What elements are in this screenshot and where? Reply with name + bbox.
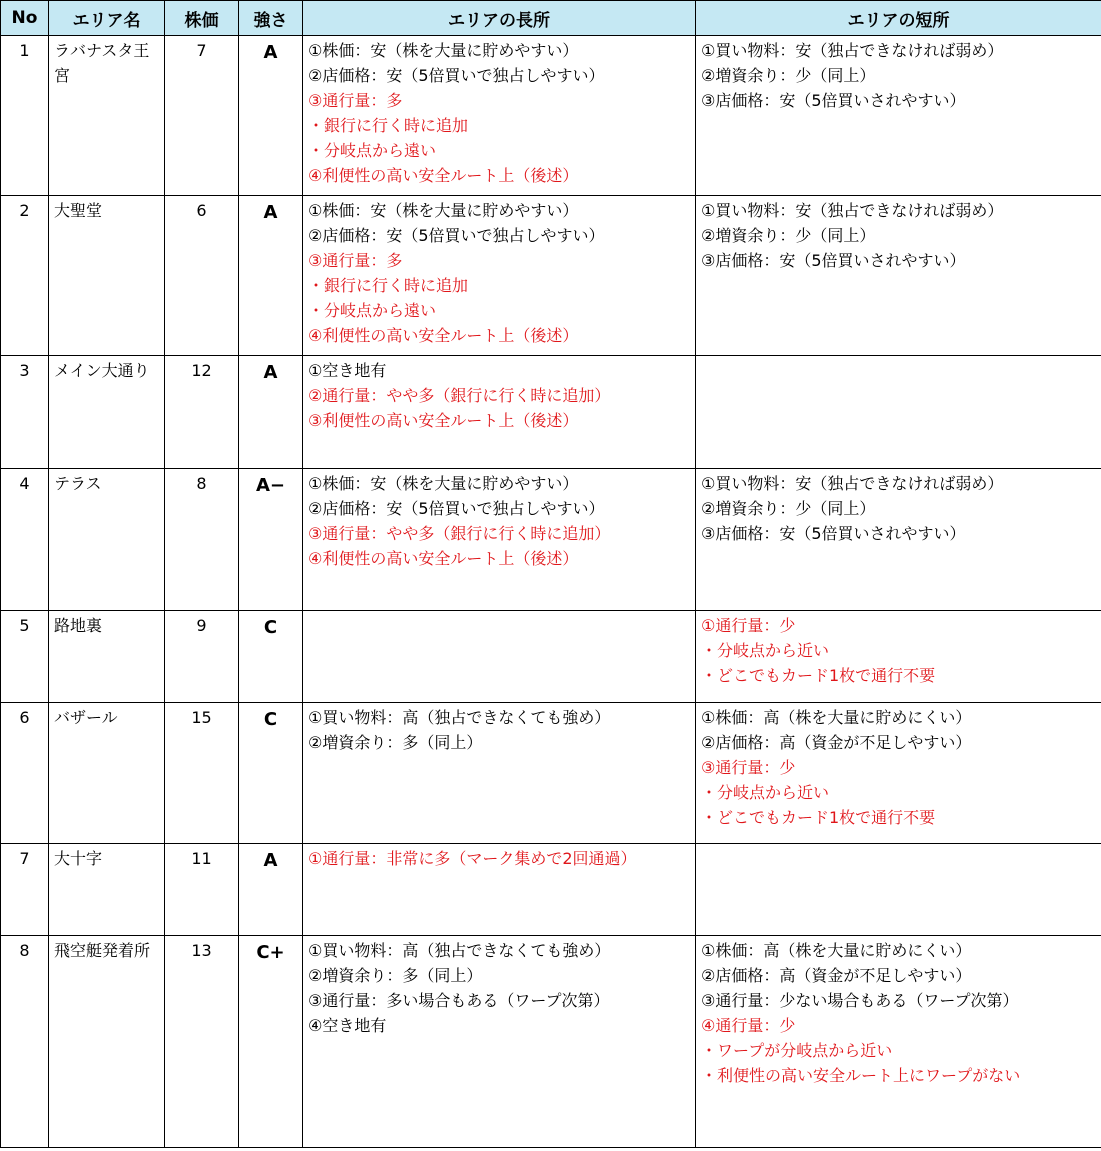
con-line: ②店価格：高（資金が不足しやすい） — [701, 966, 972, 985]
area-name: バザール — [49, 703, 165, 844]
pro-line: ④空き地有 — [308, 1016, 387, 1035]
header-row — [1, 1, 1101, 36]
pro-line: ④利便性の高い安全ルート上（後述） — [308, 549, 579, 568]
stock-price: 8 — [165, 469, 239, 611]
con-line: ③通行量：少ない場合もある（ワープ次第） — [701, 991, 1019, 1010]
con-line: ①買い物料：安（独占できなければ弱め） — [701, 41, 1004, 60]
row-number: 8 — [1, 936, 49, 1148]
table-body — [1, 36, 1101, 1148]
row-number: 2 — [1, 196, 49, 356]
header-area-name: エリア名 — [49, 1, 165, 36]
table-row — [1, 196, 1101, 356]
table-row — [1, 469, 1101, 611]
row-number: 6 — [1, 703, 49, 844]
pros-cell — [303, 356, 696, 469]
pro-line: ②増資余り：多（同上） — [308, 733, 483, 752]
con-line: ④通行量：少 — [701, 1016, 796, 1035]
con-line: ②店価格：高（資金が不足しやすい） — [701, 733, 972, 752]
pros-cell — [303, 936, 696, 1148]
cons-cell — [696, 469, 1101, 611]
pros-cell — [303, 469, 696, 611]
area-name: ラバナスタ王宮 — [49, 36, 165, 196]
cons-cell — [696, 936, 1101, 1148]
cons-cell — [696, 611, 1101, 703]
cons-cell — [696, 844, 1101, 936]
stock-price: 12 — [165, 356, 239, 469]
row-number: 3 — [1, 356, 49, 469]
pro-line: ①買い物料：高（独占できなくても強め） — [308, 941, 611, 960]
pro-line: ・銀行に行く時に追加 — [308, 276, 469, 295]
pro-line: ・分岐点から遠い — [308, 301, 437, 320]
con-line: ①買い物料：安（独占できなければ弱め） — [701, 474, 1004, 493]
pro-line: ②店価格：安（5倍買いで独占しやすい） — [308, 226, 605, 245]
con-line: ①買い物料：安（独占できなければ弱め） — [701, 201, 1004, 220]
strength-grade: A — [239, 196, 303, 356]
con-line: ③店価格：安（5倍買いされやすい） — [701, 91, 966, 110]
stock-price: 6 — [165, 196, 239, 356]
pros-cell — [303, 196, 696, 356]
area-name: 大聖堂 — [49, 196, 165, 356]
con-line: ・どこでもカード1枚で通行不要 — [701, 666, 936, 685]
strength-grade: C+ — [239, 936, 303, 1148]
strength-grade: A− — [239, 469, 303, 611]
con-line: ②増資余り：少（同上） — [701, 226, 876, 245]
area-name: 大十字 — [49, 844, 165, 936]
con-line: ・どこでもカード1枚で通行不要 — [701, 808, 936, 827]
area-name: メイン大通り — [49, 356, 165, 469]
pro-line: ②増資余り：多（同上） — [308, 966, 483, 985]
row-number: 4 — [1, 469, 49, 611]
table-row — [1, 611, 1101, 703]
con-line: ・分岐点から近い — [701, 783, 830, 802]
pro-line: ④利便性の高い安全ルート上（後述） — [308, 326, 579, 345]
row-number: 1 — [1, 36, 49, 196]
header-strength: 強さ — [239, 1, 303, 36]
table-row — [1, 356, 1101, 469]
con-line: ①通行量：少 — [701, 616, 796, 635]
pro-line: ③通行量：多い場合もある（ワープ次第） — [308, 991, 610, 1010]
pro-line: ③通行量：やや多（銀行に行く時に追加） — [308, 524, 611, 543]
stock-price: 7 — [165, 36, 239, 196]
pro-line: ②店価格：安（5倍買いで独占しやすい） — [308, 66, 605, 85]
pro-line: ①通行量：非常に多（マーク集めで2回通過） — [308, 849, 637, 868]
cons-cell — [696, 36, 1101, 196]
pros-cell — [303, 703, 696, 844]
table-row — [1, 703, 1101, 844]
pro-line: ・銀行に行く時に追加 — [308, 116, 469, 135]
pro-line: ①空き地有 — [308, 361, 387, 380]
pro-line: ③利便性の高い安全ルート上（後述） — [308, 411, 579, 430]
header-no: No — [1, 1, 49, 36]
area-name: テラス — [49, 469, 165, 611]
pro-line: ③通行量：多 — [308, 91, 403, 110]
pros-cell — [303, 36, 696, 196]
pro-line: ②店価格：安（5倍買いで独占しやすい） — [308, 499, 605, 518]
header-stock-price: 株価 — [165, 1, 239, 36]
strength-grade: C — [239, 611, 303, 703]
area-name: 路地裏 — [49, 611, 165, 703]
pro-line: ・分岐点から遠い — [308, 141, 437, 160]
pro-line: ①買い物料：高（独占できなくても強め） — [308, 708, 611, 727]
strength-grade: C — [239, 703, 303, 844]
table-row — [1, 936, 1101, 1148]
header-pros: エリアの長所 — [303, 1, 696, 36]
con-line: ・利便性の高い安全ルート上にワープがない — [701, 1066, 1021, 1085]
stock-price: 9 — [165, 611, 239, 703]
pros-cell — [303, 844, 696, 936]
table-row — [1, 36, 1101, 196]
strength-grade: A — [239, 36, 303, 196]
con-line: ②増資余り：少（同上） — [701, 66, 876, 85]
table-row — [1, 844, 1101, 936]
row-number: 5 — [1, 611, 49, 703]
pro-line: ②通行量：やや多（銀行に行く時に追加） — [308, 386, 611, 405]
cons-cell — [696, 196, 1101, 356]
pro-line: ①株価：安（株を大量に貯めやすい） — [308, 41, 579, 60]
pro-line: ①株価：安（株を大量に貯めやすい） — [308, 474, 579, 493]
strength-grade: A — [239, 844, 303, 936]
header-cons: エリアの短所 — [696, 1, 1101, 36]
stock-price: 11 — [165, 844, 239, 936]
con-line: ③店価格：安（5倍買いされやすい） — [701, 251, 966, 270]
cons-cell — [696, 703, 1101, 844]
con-line: ②増資余り：少（同上） — [701, 499, 876, 518]
pro-line: ①株価：安（株を大量に貯めやすい） — [308, 201, 579, 220]
pro-line: ④利便性の高い安全ルート上（後述） — [308, 166, 579, 185]
area-name: 飛空艇発着所 — [49, 936, 165, 1148]
con-line: ①株価：高（株を大量に貯めにくい） — [701, 941, 972, 960]
con-line: ・分岐点から近い — [701, 641, 830, 660]
pro-line: ③通行量：多 — [308, 251, 403, 270]
stock-price: 13 — [165, 936, 239, 1148]
row-number: 7 — [1, 844, 49, 936]
con-line: ③店価格：安（5倍買いされやすい） — [701, 524, 966, 543]
pros-cell — [303, 611, 696, 703]
stock-price: 15 — [165, 703, 239, 844]
strength-grade: A — [239, 356, 303, 469]
con-line: ①株価：高（株を大量に貯めにくい） — [701, 708, 972, 727]
cons-cell — [696, 356, 1101, 469]
con-line: ③通行量：少 — [701, 758, 796, 777]
con-line: ・ワープが分岐点から近い — [701, 1041, 893, 1060]
